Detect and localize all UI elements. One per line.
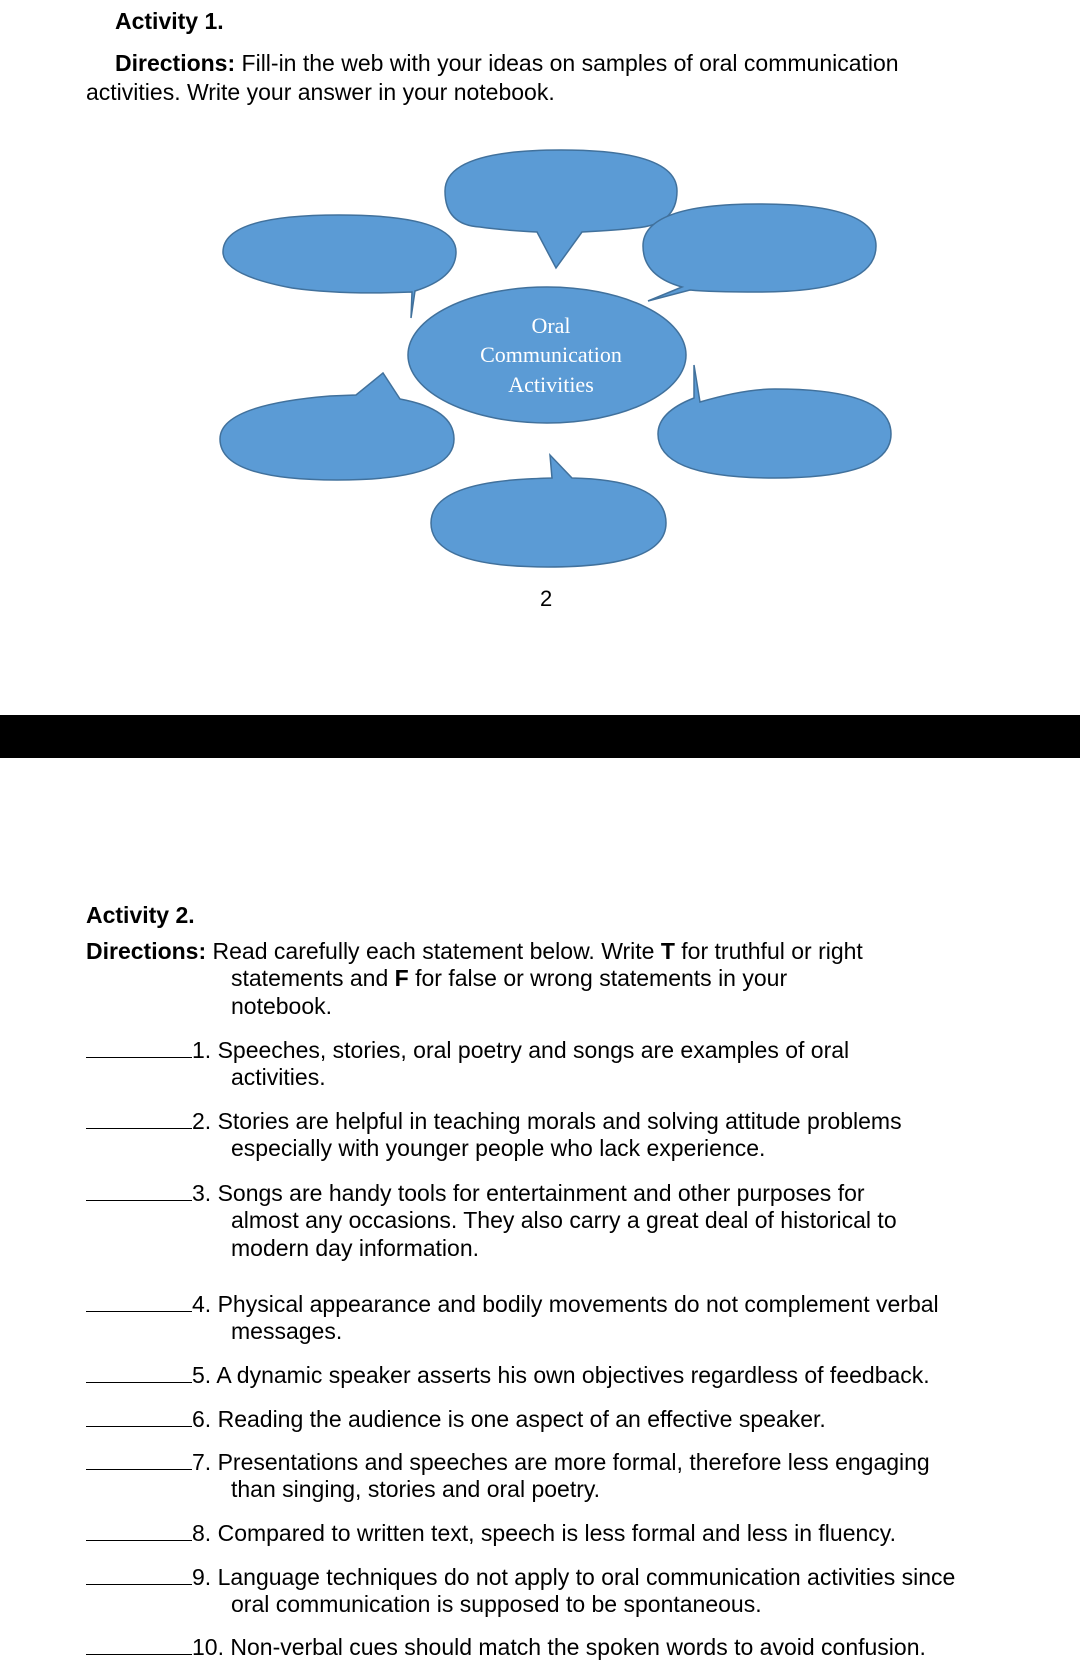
answer-blank[interactable] (86, 1106, 192, 1129)
directions-line2-post: for false or wrong statements in your (415, 965, 788, 991)
answer-blank[interactable] (86, 1562, 192, 1585)
center-label-line2: Communication (480, 342, 622, 367)
answer-blank[interactable] (86, 1632, 192, 1655)
directions-F: F (394, 965, 409, 991)
page-separator-band (0, 715, 1080, 758)
statement-text-line2: especially with younger people who lack experience. (231, 1135, 766, 1161)
statement-number: 2. (192, 1108, 212, 1134)
directions-label: Directions: (115, 50, 236, 76)
statement-text-line1: A dynamic speaker asserts his own objectives regardless of feedback. (216, 1362, 930, 1388)
statement-text-line1: Non-verbal cues should match the spoken words to avoid confusion. (230, 1634, 926, 1660)
statement-item (86, 1106, 1006, 1135)
directions-T: T (660, 938, 675, 964)
activity-2-title: Activity 2. (86, 902, 195, 928)
statement-text-line1: Physical appearance and bodily movements do not complement verbal (217, 1291, 939, 1317)
statement-text-line2: messages. (231, 1318, 343, 1344)
statement-text-line2: than singing, stories and oral poetry. (231, 1476, 601, 1502)
page-number: 2 (540, 586, 553, 611)
directions-label-2: Directions: (86, 938, 207, 964)
answer-blank[interactable] (86, 1360, 192, 1383)
center-label-line3: Activities (508, 372, 594, 397)
statement-item (86, 1404, 1006, 1433)
statement-number: 5. (192, 1362, 212, 1388)
statement-text-line1: Reading the audience is one aspect of an effective speaker. (217, 1406, 826, 1432)
bubble-mid-left (220, 373, 454, 480)
statement-number: 4. (192, 1291, 212, 1317)
statement-item (86, 1289, 1006, 1318)
bubble-top-left (223, 215, 456, 318)
activity-1-directions-line2: activities. Write your answer in your notebook. (86, 79, 555, 105)
directions-mid: for truthful or right (681, 938, 863, 964)
bubble-top (445, 150, 677, 268)
answer-blank[interactable] (86, 1289, 192, 1312)
bubble-mid-right (658, 365, 891, 478)
activity-2-directions (86, 937, 1006, 965)
statement-text-line1: Presentations and speeches are more formal, therefore less engaging (217, 1449, 930, 1475)
answer-blank[interactable] (86, 1404, 192, 1427)
statement-text-line1: Songs are handy tools for entertainment and other purposes for (217, 1180, 865, 1206)
statement-item (86, 1518, 1006, 1547)
statement-text-line3: modern day information. (231, 1235, 480, 1261)
bubble-top-right (643, 204, 876, 301)
center-label-line1: Oral (531, 313, 571, 338)
directions-line2-pre: statements and (231, 965, 389, 991)
statement-number: 3. (192, 1180, 212, 1206)
statement-text-line1: Stories are helpful in teaching morals and solving attitude problems (217, 1108, 902, 1134)
statement-number: 10. (192, 1634, 224, 1660)
statement-number: 1. (192, 1037, 212, 1063)
answer-blank[interactable] (86, 1035, 192, 1058)
statement-item (86, 1562, 1006, 1591)
statement-number: 7. (192, 1449, 212, 1475)
answer-blank[interactable] (86, 1178, 192, 1201)
activity-1-title: Activity 1. (115, 8, 224, 34)
statement-item (86, 1447, 1006, 1476)
directions-text-line1: Fill-in the web with your ideas on samples of oral communication (241, 50, 899, 76)
statement-item (86, 1360, 1006, 1389)
statement-item (86, 1035, 1006, 1064)
statement-number: 8. (192, 1520, 212, 1546)
statement-text-line1: Language techniques do not apply to oral communication activities since (217, 1564, 956, 1590)
activity-2-directions-line2 (231, 964, 1011, 992)
answer-blank[interactable] (86, 1518, 192, 1541)
answer-blank[interactable] (86, 1447, 192, 1470)
statement-item (86, 1178, 1006, 1207)
statement-text-line1: Compared to written text, speech is less formal and less in fluency. (217, 1520, 896, 1546)
directions-pre: Read carefully each statement below. Write (212, 938, 655, 964)
activity-2-directions-line3: notebook. (231, 993, 333, 1019)
statement-text-line1: Speeches, stories, oral poetry and songs are examples of oral (217, 1037, 850, 1063)
statement-text-line2: almost any occasions. They also carry a great deal of historical to (231, 1207, 897, 1233)
statement-text-line2: oral communication is supposed to be spontaneous. (231, 1591, 762, 1617)
bubble-bottom (431, 455, 666, 567)
statement-number: 9. (192, 1564, 212, 1590)
statement-text-line2: activities. (231, 1064, 326, 1090)
statement-number: 6. (192, 1406, 212, 1432)
oral-communication-web (0, 0, 1080, 620)
statement-item (86, 1632, 1006, 1661)
